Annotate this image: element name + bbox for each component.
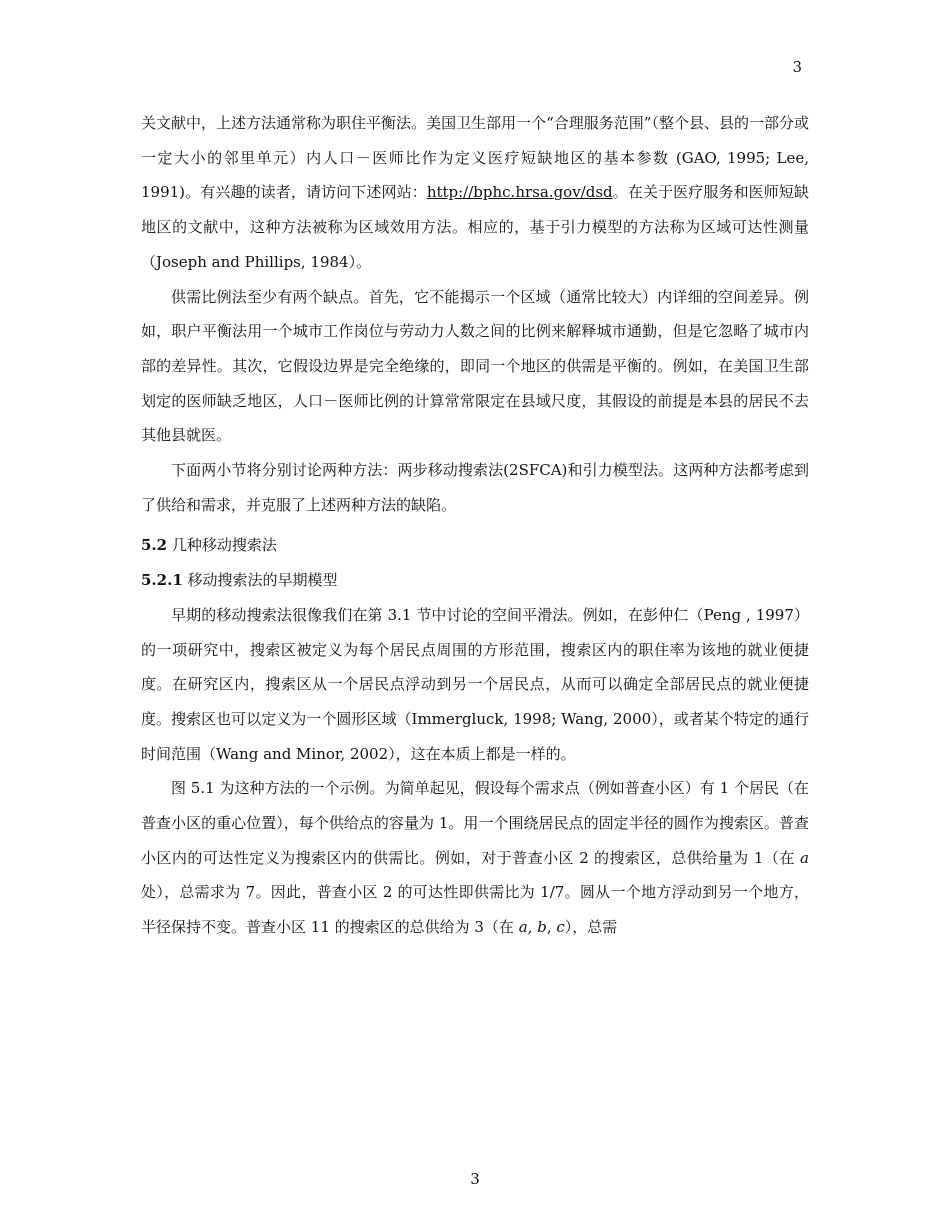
paragraph-5 [141,771,809,945]
paragraph-3: 下面两小节将分别讨论两种方法：两步移动搜索法(2SFCA)和引力模型法。这两种方法都考虑到了供给和需求，并克服了上述两种方法的缺陷。 [141,461,809,514]
paragraph-4: 早期的移动搜索法很像我们在第 3.1 节中讨论的空间平滑法。例如，在彭仲仁（Peng , 1997）的一项研究中，搜索区被定义为每个居民点周围的方形范围，搜索区内的职住率为该地的就业便捷度。在研究区内，搜索区从一个居民点浮动到另一个居民点，从而可以确定全部居民点的就业便捷度。搜索区也可以定义为一个圆形区域（Immergluck, 1998; Wang, 2000），或者某个特定的通行时间范围（Wang and Minor, 2002），这在本质上都是一样的。 [141,605,809,763]
variable-a: a [800,848,809,867]
paragraph-2: 供需比例法至少有两个缺点。首先，它不能揭示一个区域（通常比较大）内详细的空间差异。例如，职户平衡法用一个城市工作岗位与劳动力人数之间的比例来解释城市通勤，但是它忽略了城市内部的差异性。其次，它假设边界是完全绝缘的，即同一个地区的供需是平衡的。例如，在美国卫生部划定的医师缺乏地区，人口－医师比例的计算常常限定在县域尺度，其假设的前提是本县的居民不去其他县就医。 [141,287,809,445]
paragraph-5-text-b: 处），总需求为 7。因此，普查小区 2 的可达性即供需比为 1/7。圆从一个地方浮动到另一个地方，半径保持不变。普查小区 11 的搜索区的总供给为 3（在 [141,883,809,937]
paragraph-5-text-a: 图 5.1 为这种方法的一个示例。为简单起见，假设每个需求点（例如普查小区）有 1 个居民（在普查小区的重心位置），每个供给点的容量为 1。用一个围绕居民点的固定半径的圆作为搜索区。普查小区内的可达性定义为搜索区内的供需比。例如，对于普查小区 2 的搜索区，总供给量为 1（在 [141,779,809,867]
document-body [141,106,809,945]
section-title: 几种移动搜索法 [167,536,277,555]
paragraph-5-text-c: ），总需 [564,918,618,937]
paragraph-1 [141,106,809,280]
subsection-title: 移动搜索法的早期模型 [182,571,338,590]
subsection-heading-5-2-1 [141,563,809,598]
section-number: 5.2 [141,536,168,555]
variable-b: b [537,918,547,937]
separator: , [527,918,538,937]
subsection-number: 5.2.1 [141,571,183,590]
separator: , [546,918,557,937]
variable-c: c [556,918,565,937]
page-number-bottom: 3 [470,1170,480,1188]
paragraph-1-text-b: 。在关于医疗服务和医师短缺地区的文献中，这种方法被称为区域效用方法。相应的，基于引力模型的方法称为区域可达性测量（Joseph and Phillips, 1984）。 [141,183,809,271]
paragraph-1-text-a: 关文献中，上述方法通常称为职住平衡法。美国卫生部用一个“合理服务范围”（整个县、县的一部分或一定大小的邻里单元）内人口－医师比作为定义医疗短缺地区的基本参数 (GAO, 1995; Lee, 1991)。有兴趣的读者，请访问下述网站： [141,114,809,202]
website-link[interactable]: http://bphc.hrsa.gov/dsd [426,183,613,202]
variable-a: a [518,918,528,937]
section-heading-5-2 [141,528,809,563]
page-number-top: 3 [792,58,802,76]
